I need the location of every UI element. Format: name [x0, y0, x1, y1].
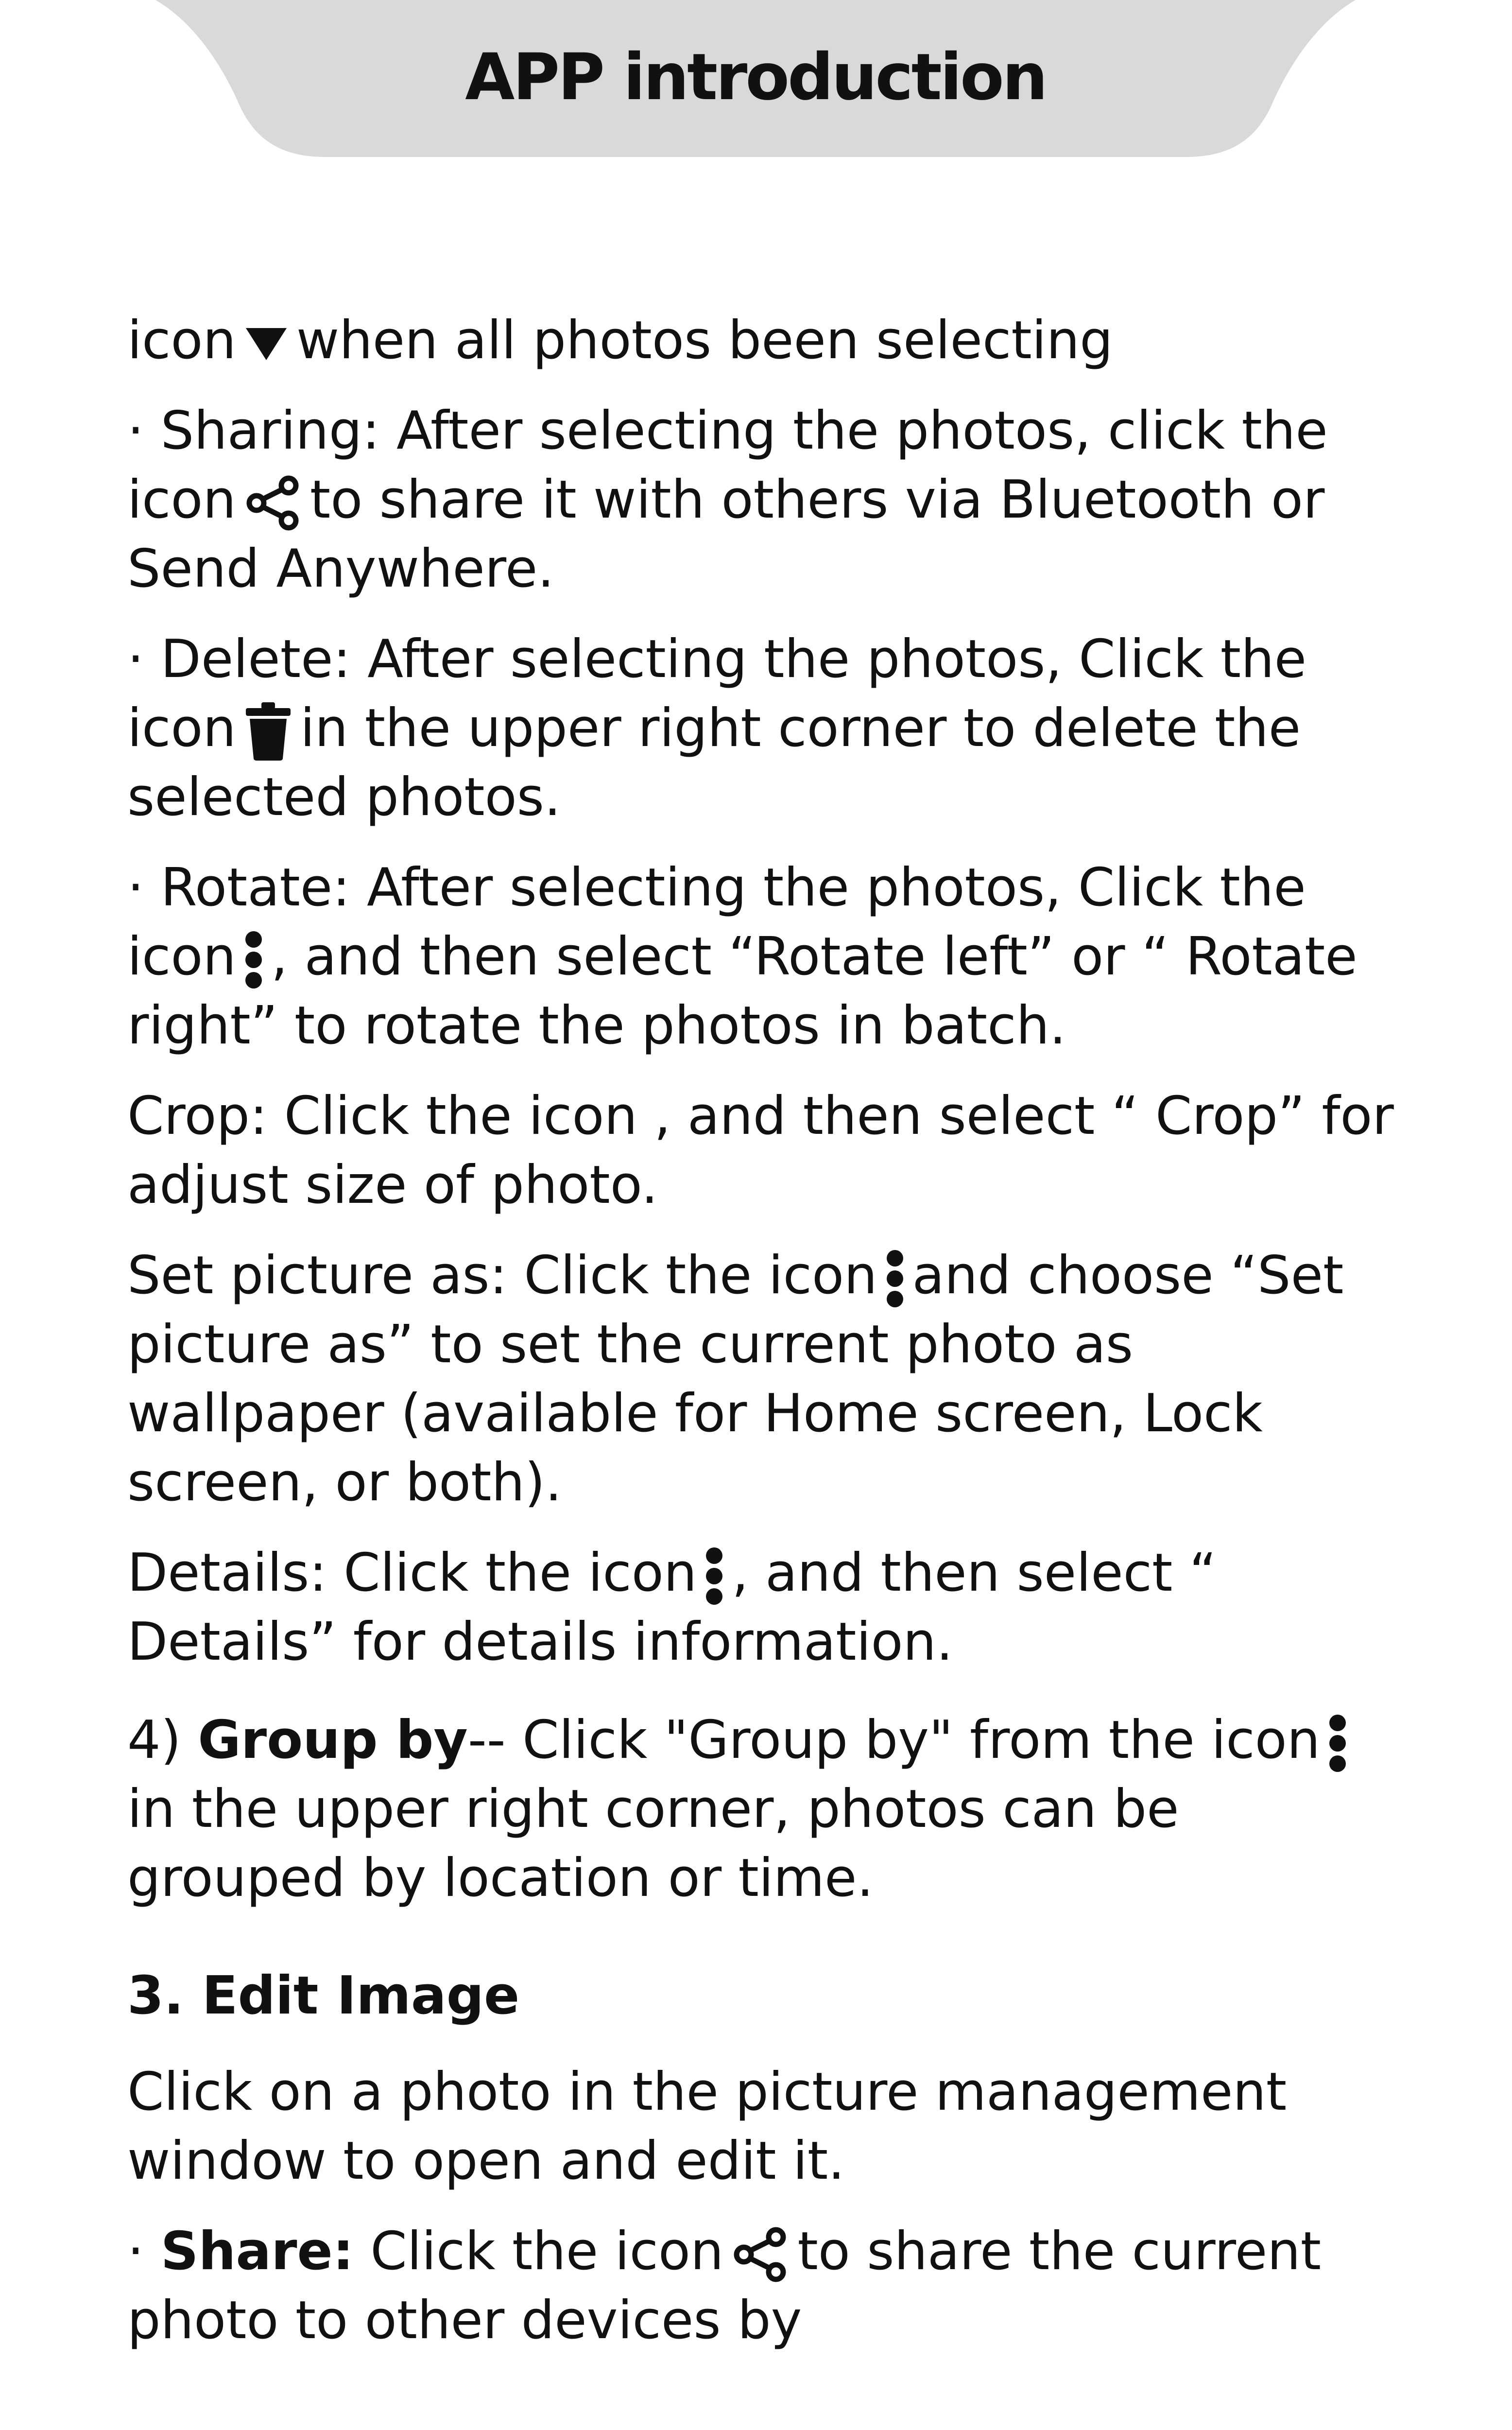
paragraph-set-picture: Set picture as: Click the icon and choose “Set picture as” to set the current photo as wallpaper (available for Home screen, Lock screen, or both). [127, 1245, 1344, 1513]
document-body [127, 306, 1400, 2377]
more-vertical-icon [1328, 1714, 1347, 1772]
trash-icon [244, 701, 292, 762]
page-title: APP introduction [465, 39, 1046, 115]
section-heading-edit-image: 3. Edit Image [127, 1965, 520, 2026]
paragraph-select-all: icon when all photos been selecting [127, 310, 1113, 371]
paragraph-details: Details: Click the icon , and then select “ Details” for details information. [127, 1543, 1217, 1672]
paragraph-delete: · Delete: After selecting the photos, Click the icon in the upper right corner to delete the selected photos. [127, 629, 1307, 828]
paragraph-sharing: · Sharing: After selecting the photos, click the icon to share it with others via Bluetooth or Send Anywhere. [127, 400, 1328, 599]
triangle-down-icon [244, 324, 289, 363]
paragraph-crop: Crop: Click the icon , and then select “ Crop” for adjust size of photo. [127, 1086, 1394, 1215]
more-vertical-icon [704, 1547, 724, 1605]
share-icon [731, 2226, 790, 2283]
paragraph-rotate: · Rotate: After selecting the photos, Click the icon , and then select “Rotate left” or “ Rotate right” to rotate the photos in batch. [127, 857, 1357, 1056]
paragraph-edit-intro: Click on a photo in the picture management window to open and edit it. [127, 2062, 1287, 2191]
more-vertical-icon [885, 1250, 905, 1308]
more-vertical-icon [244, 931, 263, 989]
paragraph-share: · Share: Click the icon to share the current photo to other devices by [127, 2221, 1322, 2351]
header-tab [155, 0, 1356, 157]
paragraph-group-by: 4) Group by-- Click "Group by" from the icon in the upper right corner, photos can be grouped by location or time. [127, 1706, 1400, 1913]
share-icon [244, 475, 302, 531]
